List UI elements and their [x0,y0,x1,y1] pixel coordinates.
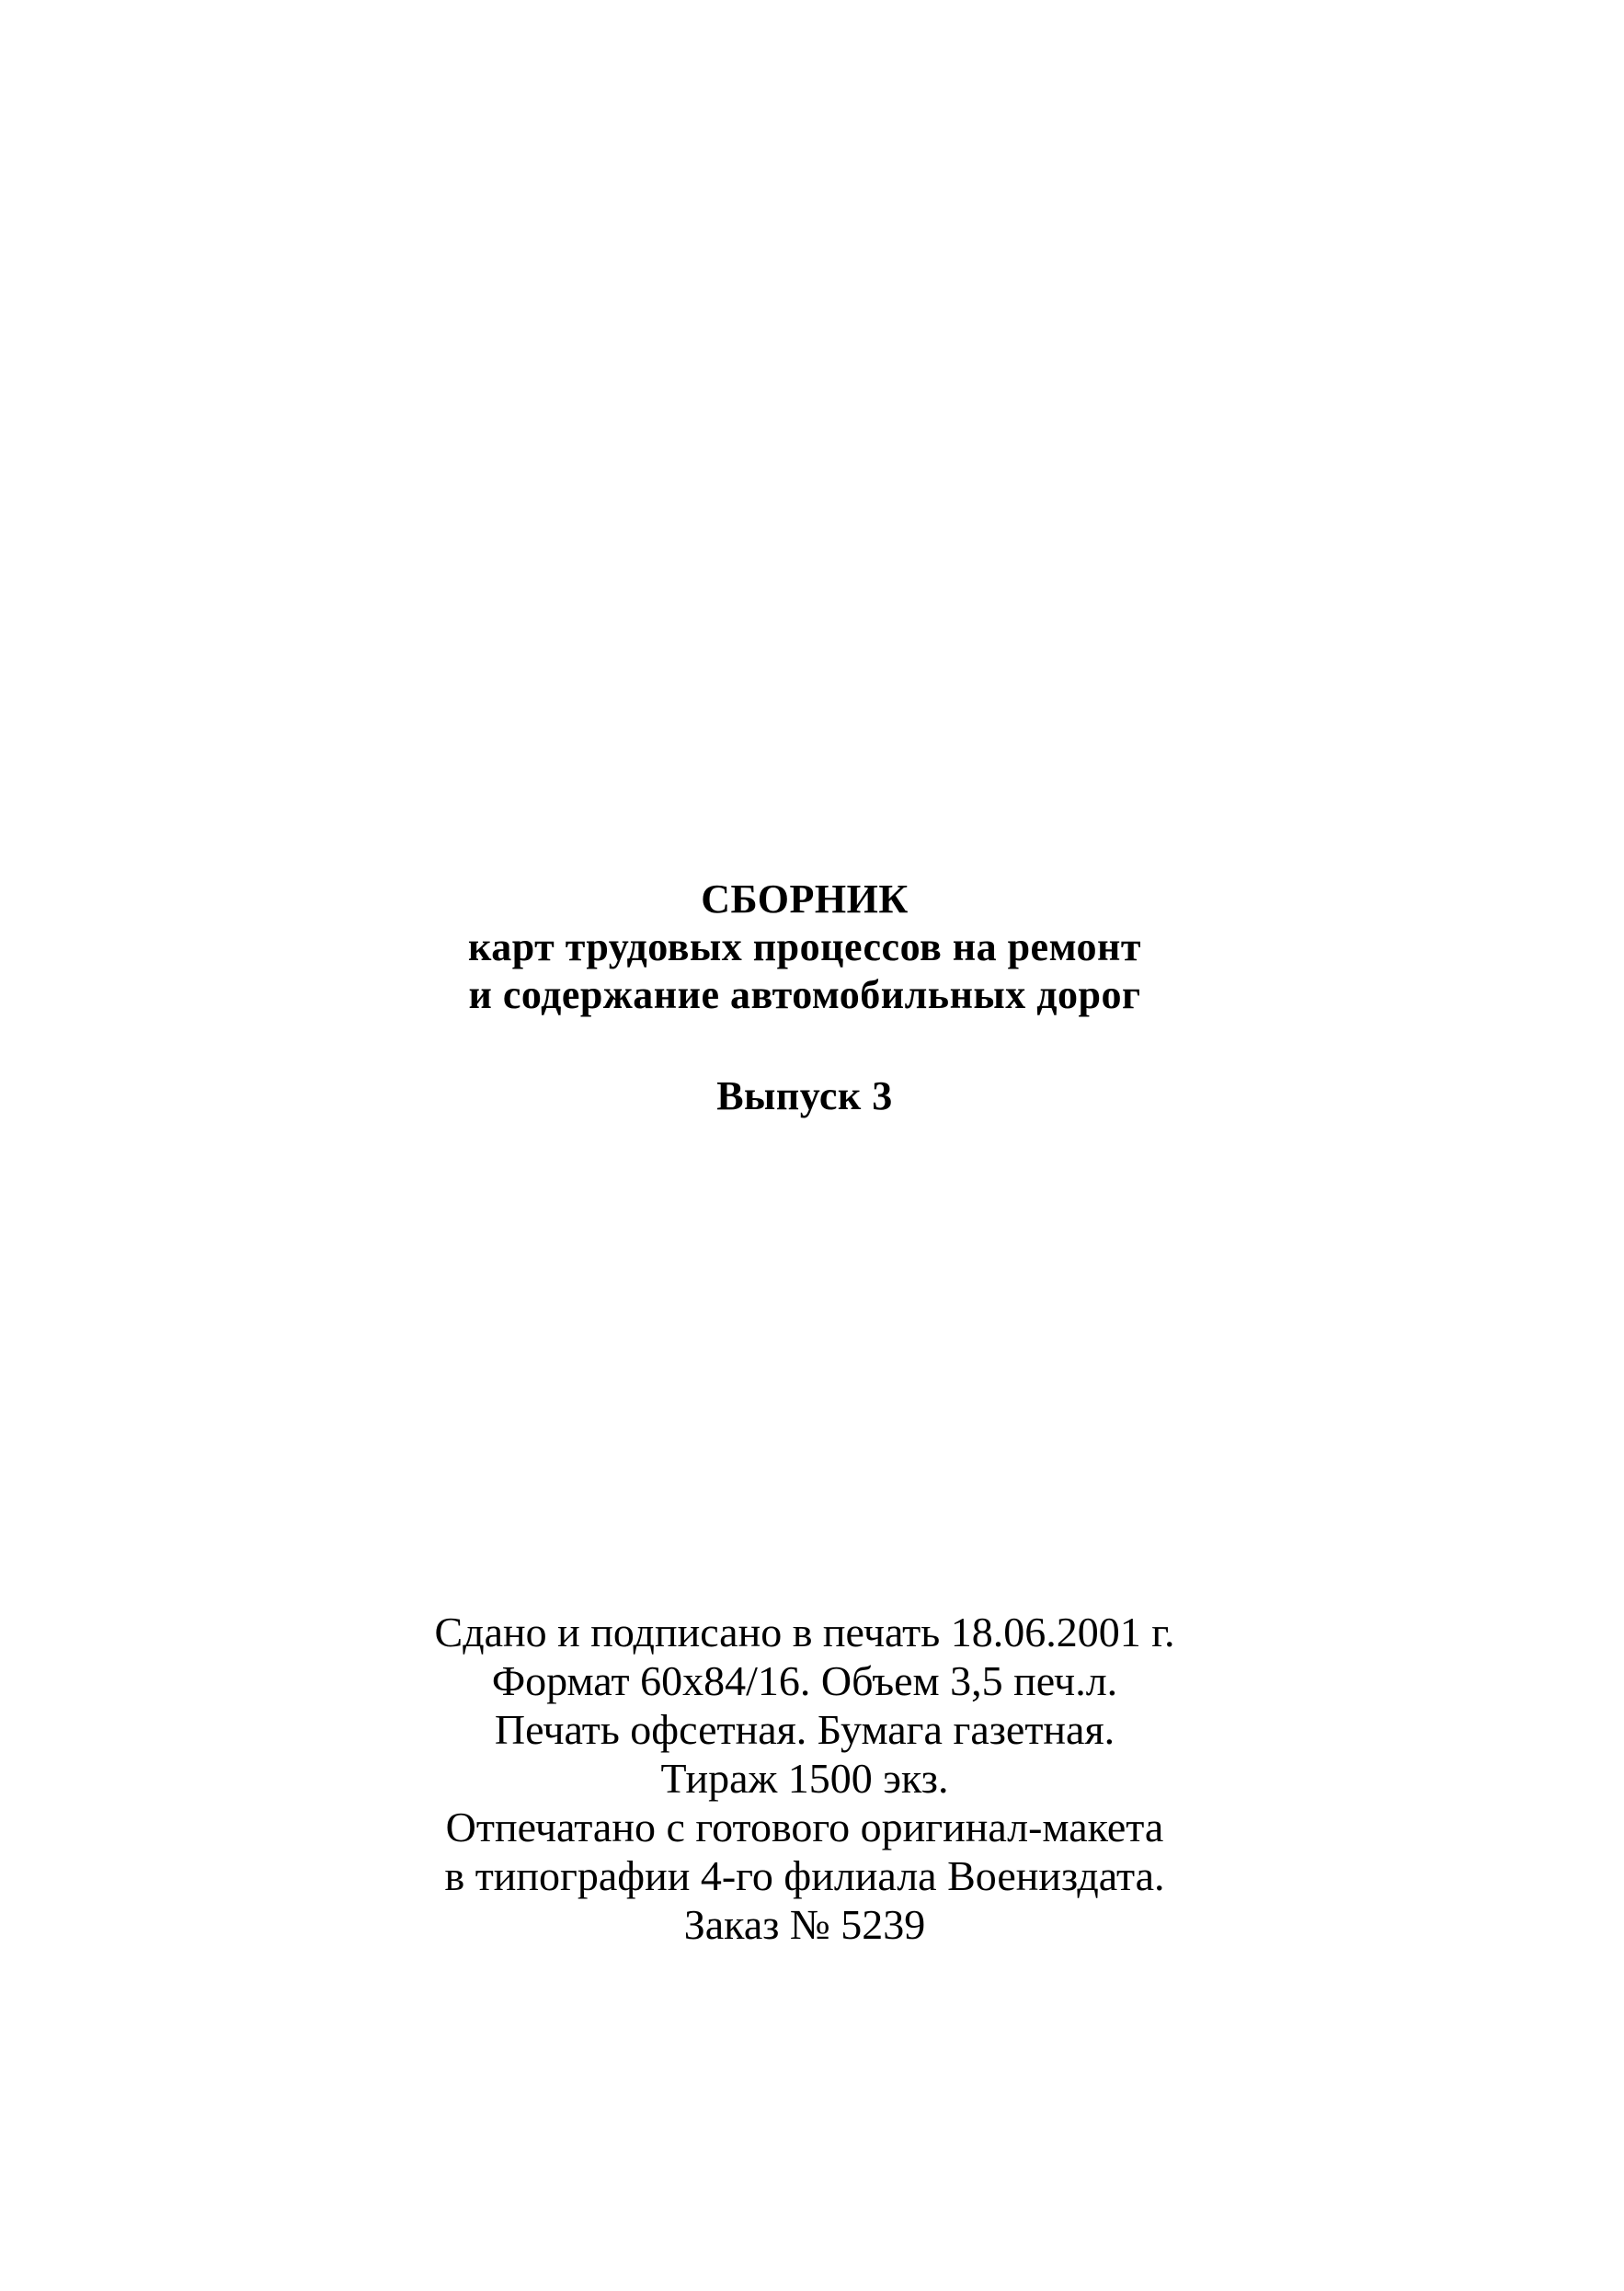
colophon-line-circulation: Тираж 1500 экз. [660,1755,949,1802]
colophon-line-printed-from: Отпечатано с готового оригинал-макета [445,1804,1164,1850]
colophon-line-submitted: Сдано и подписано в печать 18.06.2001 г. [434,1609,1175,1655]
colophon-block [0,1608,1609,1949]
book-subtitle-line-2: и содержание автомобильных дорог [468,972,1141,1017]
book-title: СБОРНИК [701,876,909,922]
issue-label: Выпуск 3 [716,1073,893,1118]
colophon-line-printing-house: в типографии 4-го филиала Воениздата. [444,1852,1165,1899]
colophon-line-order-number: Заказ № 5239 [683,1901,926,1948]
book-title-block [0,876,1609,1120]
colophon-line-print-paper: Печать офсетная. Бумага газетная. [494,1706,1115,1753]
book-subtitle-line-1: карт трудовых процессов на ремонт [468,924,1141,969]
colophon-line-format: Формат 60х84/16. Объем 3,5 печ.л. [491,1657,1118,1704]
